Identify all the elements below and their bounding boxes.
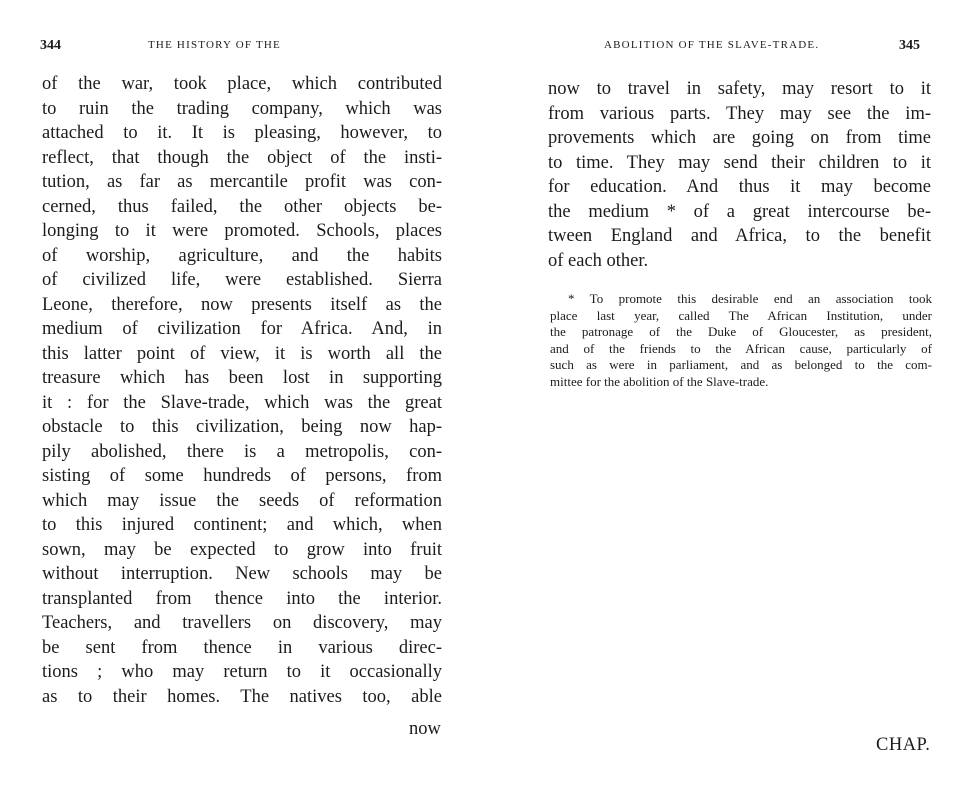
text-line: Teachers, and travellers on discovery, may [42, 613, 442, 633]
text-line: longing to it were promoted. Schools, places [42, 221, 442, 241]
text-line: to this injured continent; and which, when [42, 515, 442, 535]
text-line: this latter point of view, it is worth all the [42, 343, 442, 364]
left-body-text [42, 72, 442, 709]
right-page-number: 345 [899, 38, 920, 53]
left-running-head: THE HISTORY OF THE [148, 39, 281, 51]
text-line: tions ; who may return to it occasionally [42, 662, 442, 682]
text-line: treasure which has been lost in supporting [42, 368, 442, 388]
text-line: of each other. [548, 250, 649, 271]
text-line: provements which are going on from time [548, 128, 931, 148]
text-line: sown, may be expected to grow into fruit [42, 539, 442, 560]
text-line: cerned, thus failed, the other objects be- [42, 196, 442, 217]
text-line: of worship, agriculture, and the habits [42, 245, 442, 266]
text-line: medium of civilization for Africa. And, in [42, 319, 442, 339]
text-line: Leone, therefore, now presents itself as the [42, 294, 442, 315]
text-line: without interruption. New schools may be [42, 564, 442, 584]
text-line: of civilized life, were established. Sierra [42, 270, 442, 290]
left-page-number: 344 [40, 38, 61, 53]
text-line: now to travel in safety, may resort to it [548, 79, 931, 99]
text-line: tween England and Africa, to the benefit [548, 226, 931, 246]
text-line: reflect, that though the object of the insti- [42, 147, 442, 168]
right-running-head: ABOLITION OF THE SLAVE-TRADE. [604, 39, 820, 51]
footnote-line: mittee for the abolition of the Slave-trade. [550, 373, 769, 389]
text-line: tution, as far as mercantile profit was con- [42, 172, 442, 192]
text-line: for education. And thus it may become [548, 177, 931, 197]
text-line: to time. They may send their children to it [548, 152, 931, 173]
text-line: obstacle to this civilization, being now hap- [42, 417, 442, 437]
left-catchword: now [409, 719, 441, 739]
text-line: sisting of some hundreds of persons, from [42, 466, 442, 486]
footnote-line: * To promote this desirable end an association took [568, 291, 932, 306]
text-line: it : for the Slave-trade, which was the great [42, 392, 442, 413]
footnote-line: and of the friends to the African cause, particularly of [550, 340, 932, 356]
text-line: to ruin the trading company, which was [42, 98, 442, 119]
text-line: the medium * of a great intercourse be- [548, 201, 931, 222]
right-catchword: CHAP. [876, 735, 931, 755]
text-line: transplanted from thence into the interior. [42, 588, 442, 609]
footnote-line: place last year, called The African Institution, under [550, 307, 932, 323]
footnote [550, 291, 932, 390]
text-line: as to their homes. The natives too, able [42, 686, 442, 707]
text-line: which may issue the seeds of reformation [42, 490, 442, 511]
footnote-line: the patronage of the Duke of Gloucester, as president, [550, 324, 932, 339]
text-line: pily abolished, there is a metropolis, con- [42, 441, 442, 462]
text-line: be sent from thence in various direc- [42, 637, 442, 658]
text-line: from various parts. They may see the im- [548, 103, 931, 124]
text-line: of the war, took place, which contributed [42, 74, 442, 94]
text-line: attached to it. It is pleasing, however, to [42, 123, 442, 143]
right-body-text [548, 77, 931, 273]
footnote-line: such as were in parliament, and as belonged to the com- [550, 357, 932, 372]
